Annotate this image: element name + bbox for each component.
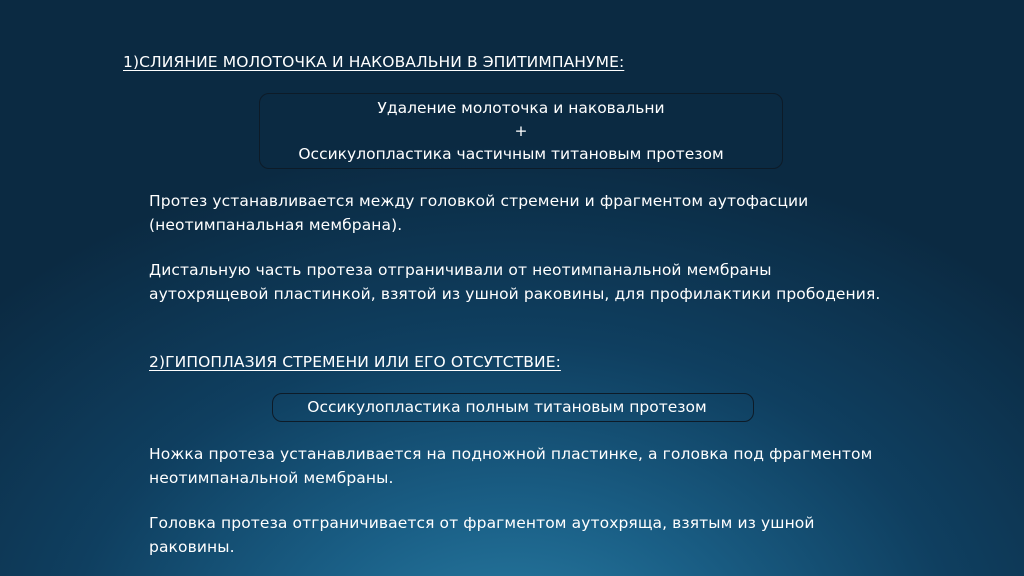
procedure-box-2 [272,393,754,422]
procedure-box-1 [259,93,783,169]
procedure-box-1-line1: Удаление молоточка и наковальни [377,99,665,117]
procedure-box-2-line1: Оссикулопластика полным титановым протезом [307,398,707,416]
section1-heading: 1)СЛИЯНИЕ МОЛОТОЧКА И НАКОВАЛЬНИ В ЭПИТИМПАНУМЕ: [123,53,625,71]
section1-paragraph2: Дистальную часть протеза отграничивали от неотимпанальной мембраны аутохрящевой пластинкой, взятой из ушной раковины, для профилактики прободения. [149,261,881,303]
procedure-box-1-plus: + [514,122,528,140]
procedure-box-1-line3: Оссикулопластика частичным титановым протезом [298,145,724,163]
section1-paragraph1: Протез устанавливается между головкой стремени и фрагментом аутофасции (неотимпанальная мембрана). [149,192,809,234]
section2-heading: 2)ГИПОПЛАЗИЯ СТРЕМЕНИ ИЛИ ЕГО ОТСУТСТВИЕ: [149,353,561,371]
section2-paragraph1: Ножка протеза устанавливается на подножной пластинке, а головка под фрагментом неотимпанальной мембраны. [149,445,873,487]
section2-paragraph2: Головка протеза отграничивается от фрагментом аутохряща, взятым из ушной раковины. [149,514,815,556]
